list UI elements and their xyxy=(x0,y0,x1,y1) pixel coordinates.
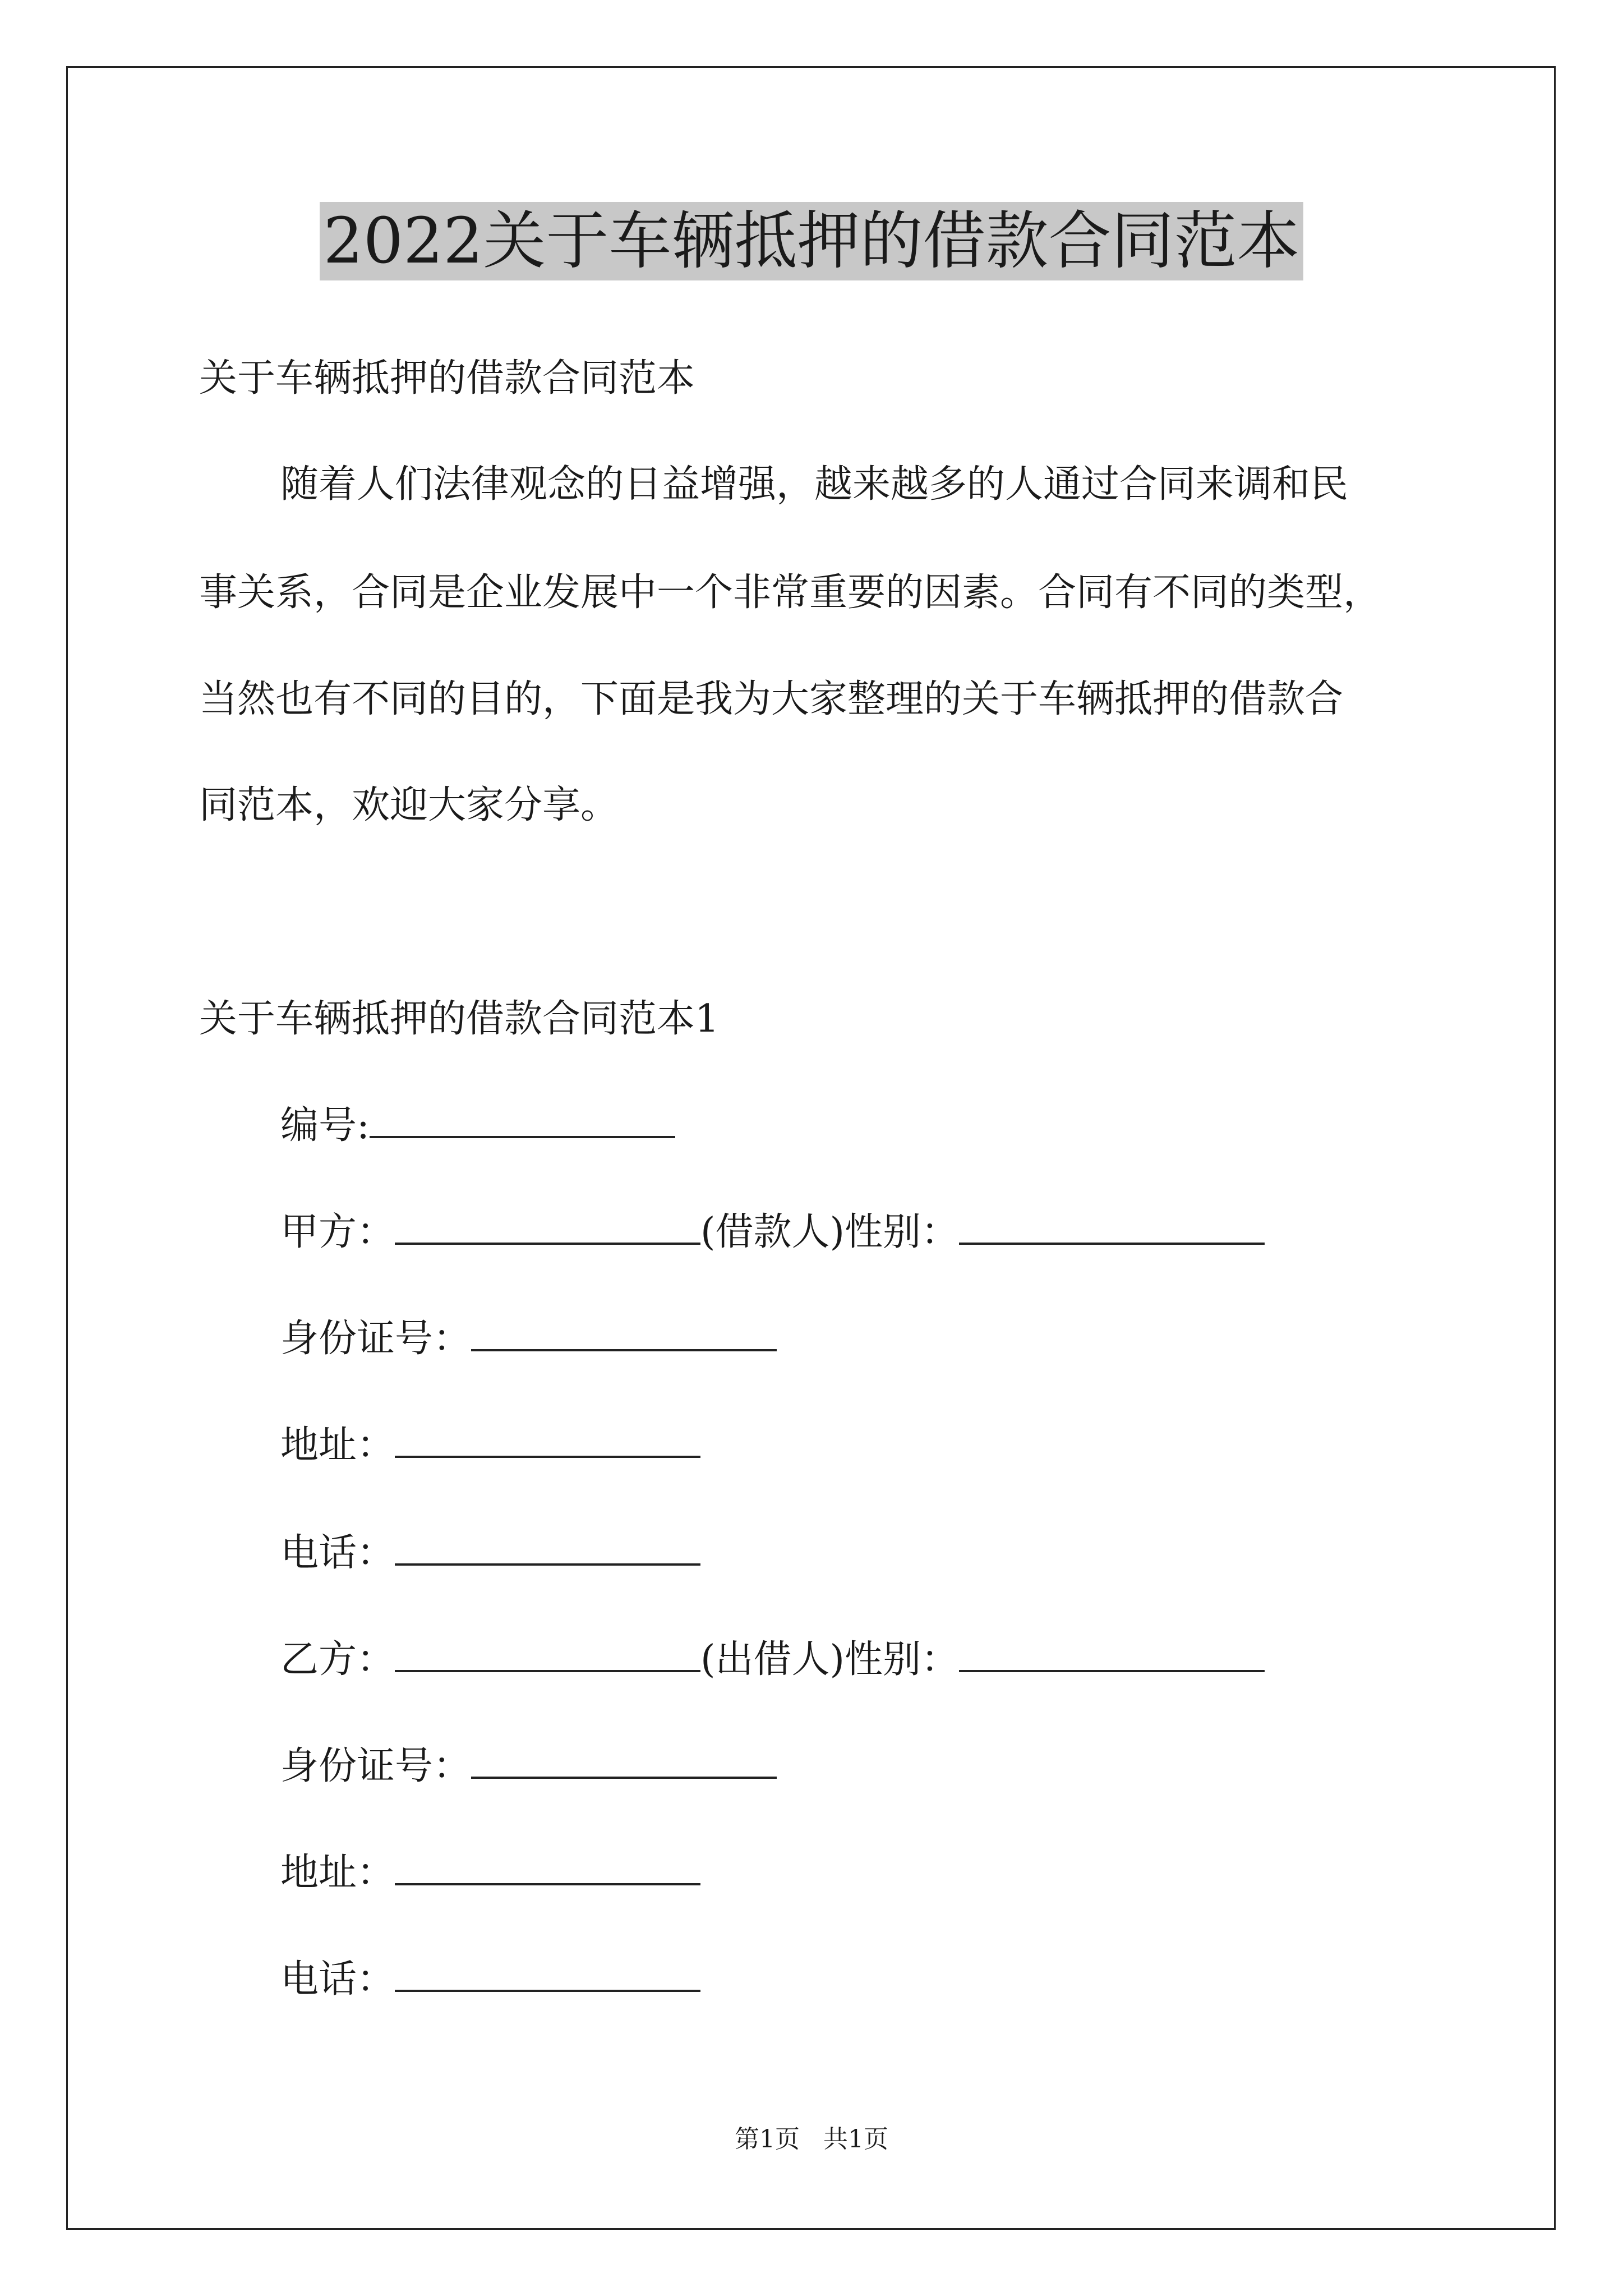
intro-line-3: 当然也有不同的目的，下面是我为大家整理的关于车辆抵押的借款合 xyxy=(199,677,1344,721)
phone-b-row xyxy=(280,1956,700,2003)
intro-line-4: 同范本，欢迎大家分享。 xyxy=(199,783,619,827)
id-b-blank[interactable] xyxy=(471,1747,777,1779)
party-a-blank[interactable] xyxy=(395,1213,700,1245)
number-label: 编号: xyxy=(280,1103,370,1148)
party-a-row xyxy=(280,1209,1265,1256)
address-b-row xyxy=(280,1849,700,1897)
page-footer: 第1页 共1页 xyxy=(735,2125,888,2154)
address-a-row xyxy=(280,1422,700,1469)
number-blank[interactable] xyxy=(370,1107,675,1138)
party-b-label: 乙方： xyxy=(280,1637,395,1682)
intro-line-1: 随着人们法律观念的日益增强，越来越多的人通过合同来调和民 xyxy=(280,462,1349,507)
document-title-wrap xyxy=(0,202,1623,280)
subtitle: 关于车辆抵押的借款合同范本 xyxy=(199,356,695,401)
id-b-row xyxy=(280,1743,777,1790)
phone-b-blank[interactable] xyxy=(395,1961,700,1992)
intro-line-2: 事关系，合同是企业发展中一个非常重要的因素。合同有不同的类型， xyxy=(199,570,1382,615)
party-a-gender-blank[interactable] xyxy=(959,1213,1265,1245)
id-a-blank[interactable] xyxy=(471,1320,777,1351)
party-a-role-label: (借款人)性别： xyxy=(700,1210,960,1254)
address-a-blank[interactable] xyxy=(395,1427,700,1458)
phone-a-blank[interactable] xyxy=(395,1534,700,1566)
number-row xyxy=(280,1102,675,1149)
party-b-role-label: (出借人)性别： xyxy=(700,1637,960,1682)
address-b-label: 地址： xyxy=(280,1851,395,1895)
phone-b-label: 电话： xyxy=(280,1957,395,2001)
party-b-row xyxy=(280,1636,1265,1683)
id-b-label: 身份证号： xyxy=(280,1744,472,1788)
address-a-label: 地址： xyxy=(280,1423,395,1467)
phone-a-label: 电话： xyxy=(280,1531,395,1575)
party-a-label: 甲方： xyxy=(280,1210,395,1254)
id-a-row xyxy=(280,1315,777,1363)
address-b-blank[interactable] xyxy=(395,1854,700,1885)
phone-a-row xyxy=(280,1530,700,1577)
section-title: 关于车辆抵押的借款合同范本1 xyxy=(199,997,720,1041)
party-b-gender-blank[interactable] xyxy=(959,1641,1265,1672)
id-a-label: 身份证号： xyxy=(280,1317,472,1361)
document-title: 2022关于车辆抵押的借款合同范本 xyxy=(320,202,1303,280)
party-b-blank[interactable] xyxy=(395,1641,700,1672)
